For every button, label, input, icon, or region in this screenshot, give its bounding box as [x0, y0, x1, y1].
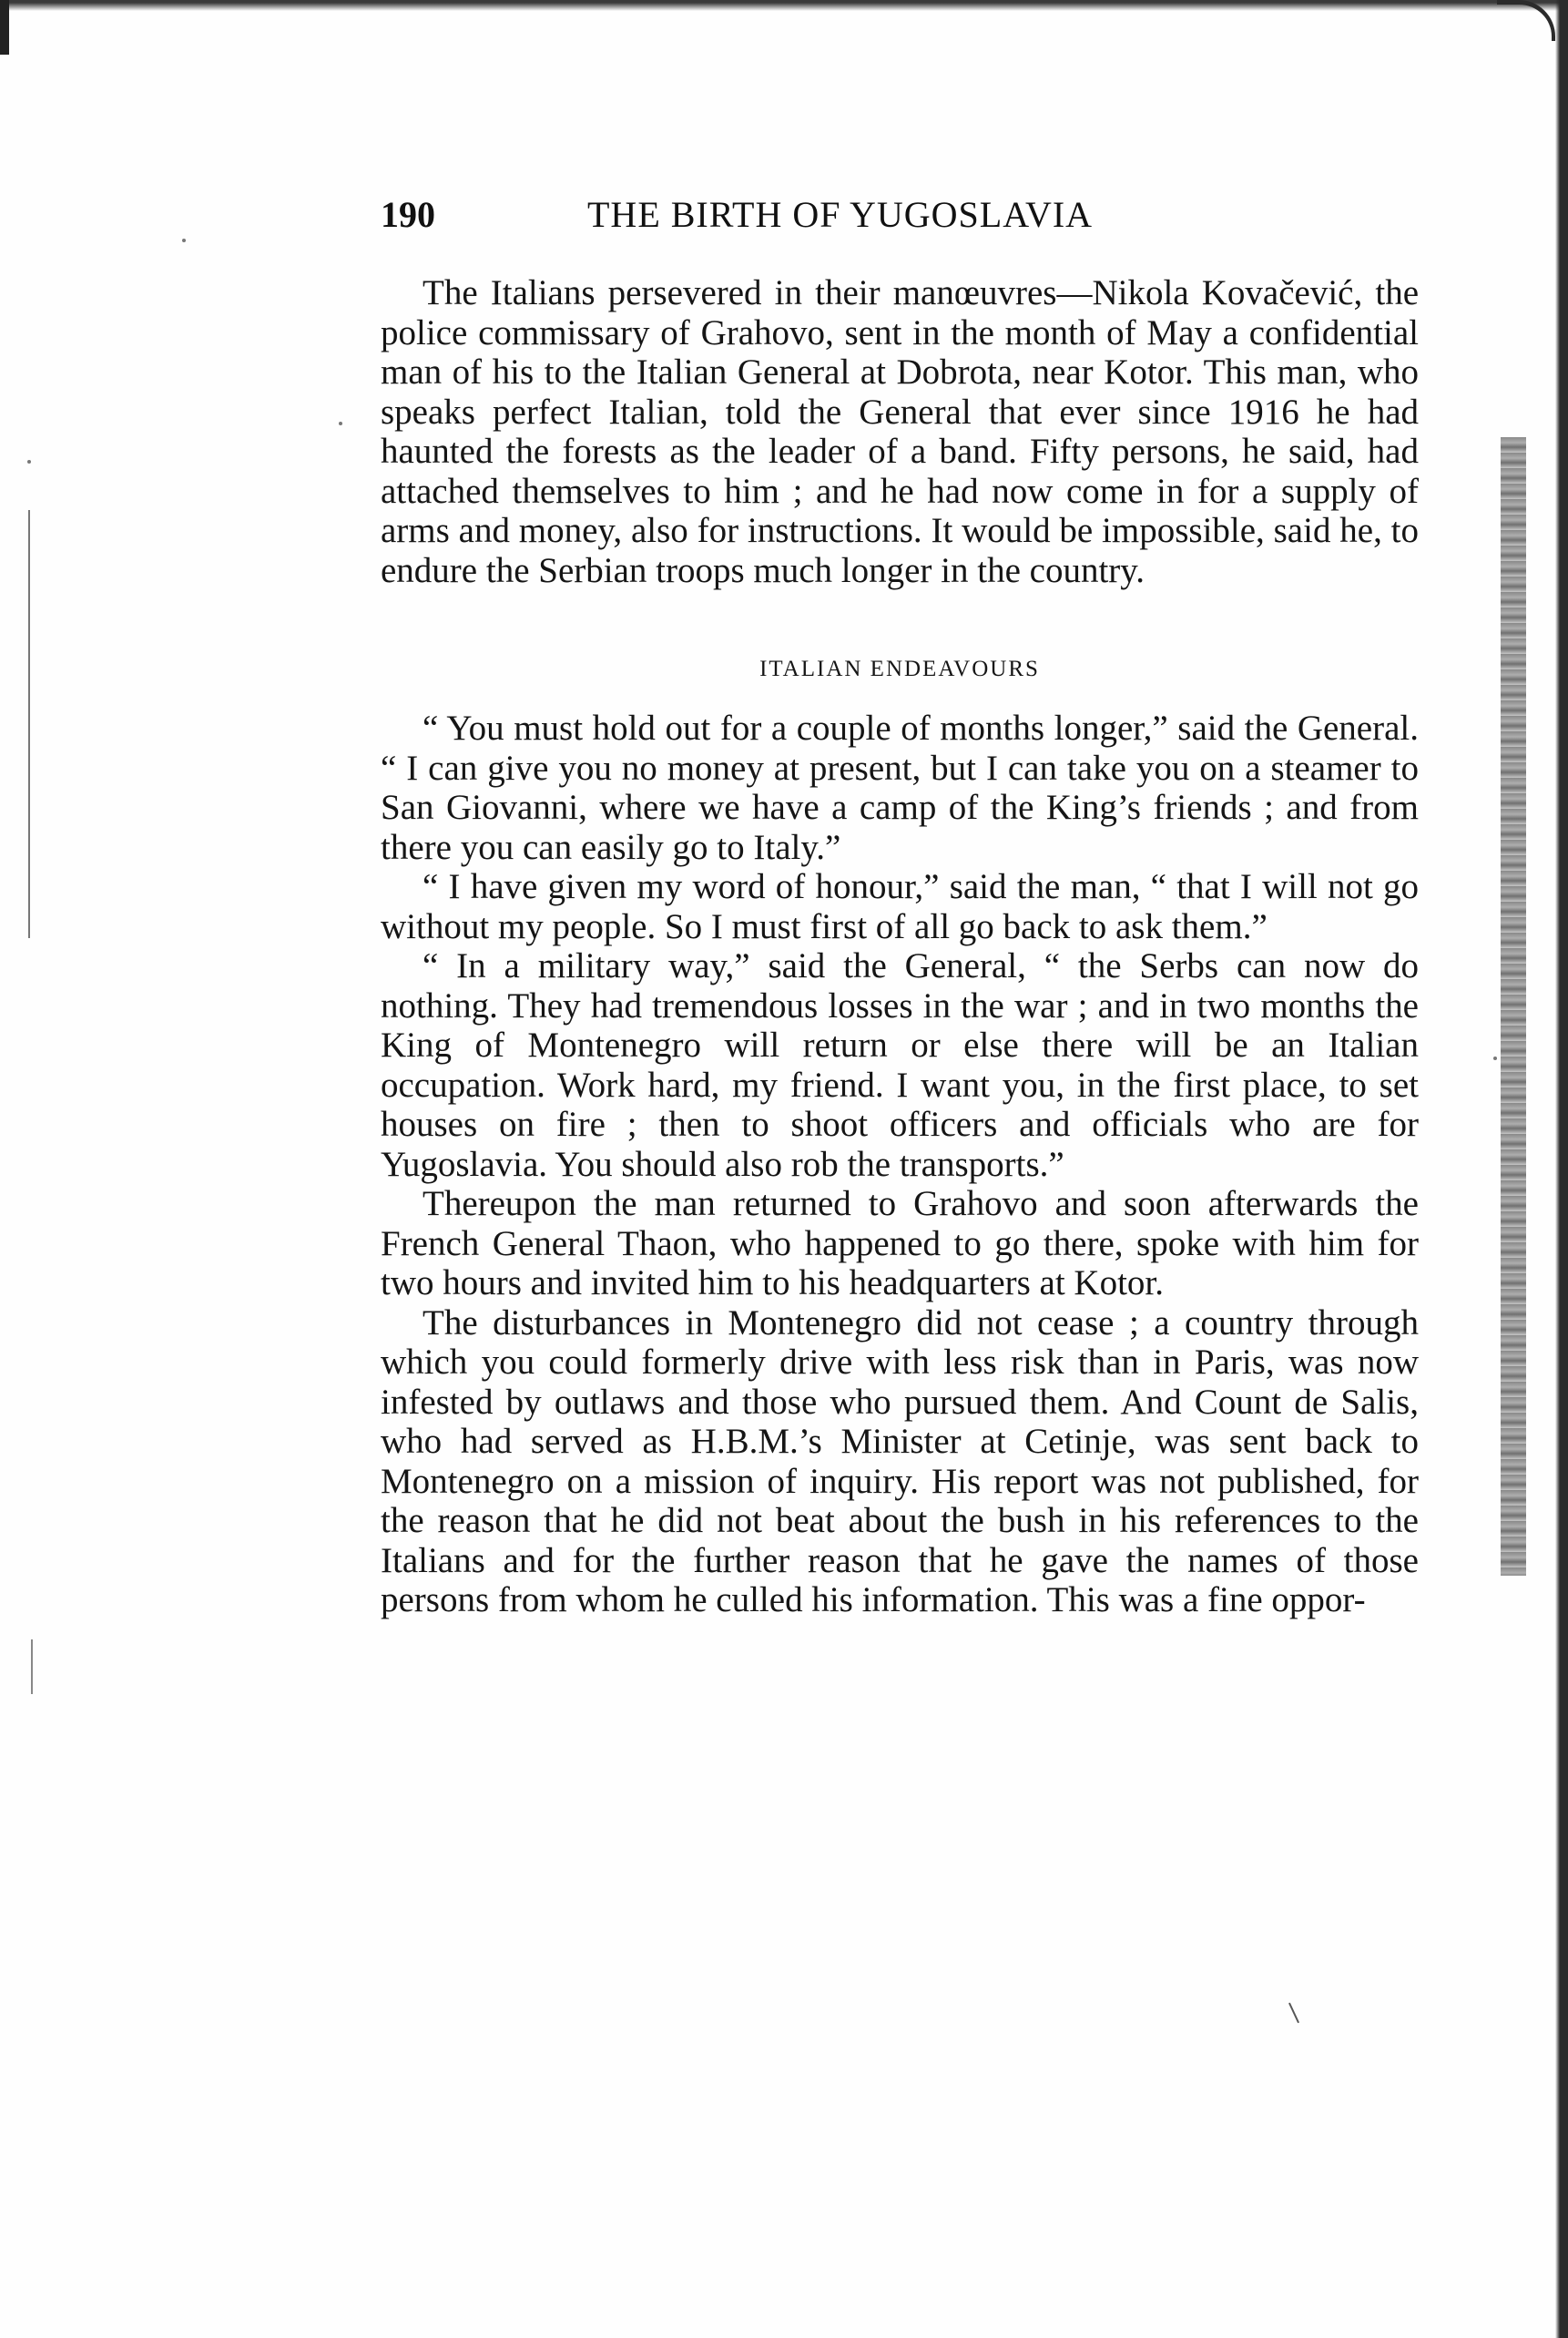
paragraph: Thereupon the man returned to Grahovo and soon afterwards the French General Thaon, who happened to go there, spoke with him for two hours and invited him to his headquarters at Kotor.	[381, 1184, 1419, 1302]
speck	[1493, 1057, 1497, 1060]
paragraph: “ You must hold out for a couple of months longer,” said the General. “ I can give you no money at present, but I can take you on a steamer to San Giovanni, where we have a camp of the King’s friends ; and from there you can easily go to Italy.”	[381, 709, 1419, 867]
speck	[339, 422, 342, 425]
paragraph: “ I have given my word of honour,” said the man, “ that I will not go without my people. So I must first of all go back to ask them.”	[381, 867, 1419, 946]
left-margin-mark	[28, 510, 30, 938]
scan-corner-mark	[0, 0, 9, 55]
paragraph: The disturbances in Montenegro did not cease ; a country through which you could formerly drive with less risk than in Paris, was now infested by outlaws and those who pursued them. And Count de Salis, who had served as H.B.M.’s Minister at Cetinje, was sent back to Montenegro on a mission of inquiry. His report was not published, for the reason that he did not beat about the bush in his references to the Italians and for the further reason that he gave the names of those persons from whom he culled his information. This was a fine oppor-	[381, 1302, 1419, 1619]
page-number: 190	[381, 194, 435, 235]
section-heading: ITALIAN ENDEAVOURS	[759, 657, 1040, 681]
paragraph: The Italians persevered in their manœuvres—Nikola Kovačević, the police commissary of Grahovo, sent in the month of May a confidential man of his to the Italian General at Dobrota, near Kotor. This man, who speaks perfect Italian, told the General that ever since 1916 he had haunted the forests as the leader of a band. Fifty persons, he said, had attached themselves to him ; and he had now come in for a supply of arms and money, also for instructions. It would be impossible, said he, to endure the Serbian troops much longer in the country.	[381, 273, 1419, 590]
scan-top-edge	[0, 0, 1568, 11]
running-title: THE BIRTH OF YUGOSLAVIA	[587, 194, 1094, 235]
speck	[27, 460, 31, 464]
stray-mark	[1288, 2003, 1299, 2024]
scan-right-edge	[1555, 0, 1568, 2338]
left-margin-mark	[31, 1639, 33, 1694]
running-header	[381, 193, 1419, 248]
binding-shadow	[1501, 437, 1526, 1576]
paragraph: “ In a military way,” said the General, “ the Serbs can now do nothing. They had tremendous losses in the war ; and in two months the King of Montenegro will return or else there will be an Italian occupation. Work hard, my friend. I want you, in the first place, to set houses on fire ; then to shoot officers and officials who are for Yugoslavia. You should also rob the transports.”	[381, 946, 1419, 1184]
body-text	[381, 273, 1419, 1620]
speck	[182, 239, 186, 242]
